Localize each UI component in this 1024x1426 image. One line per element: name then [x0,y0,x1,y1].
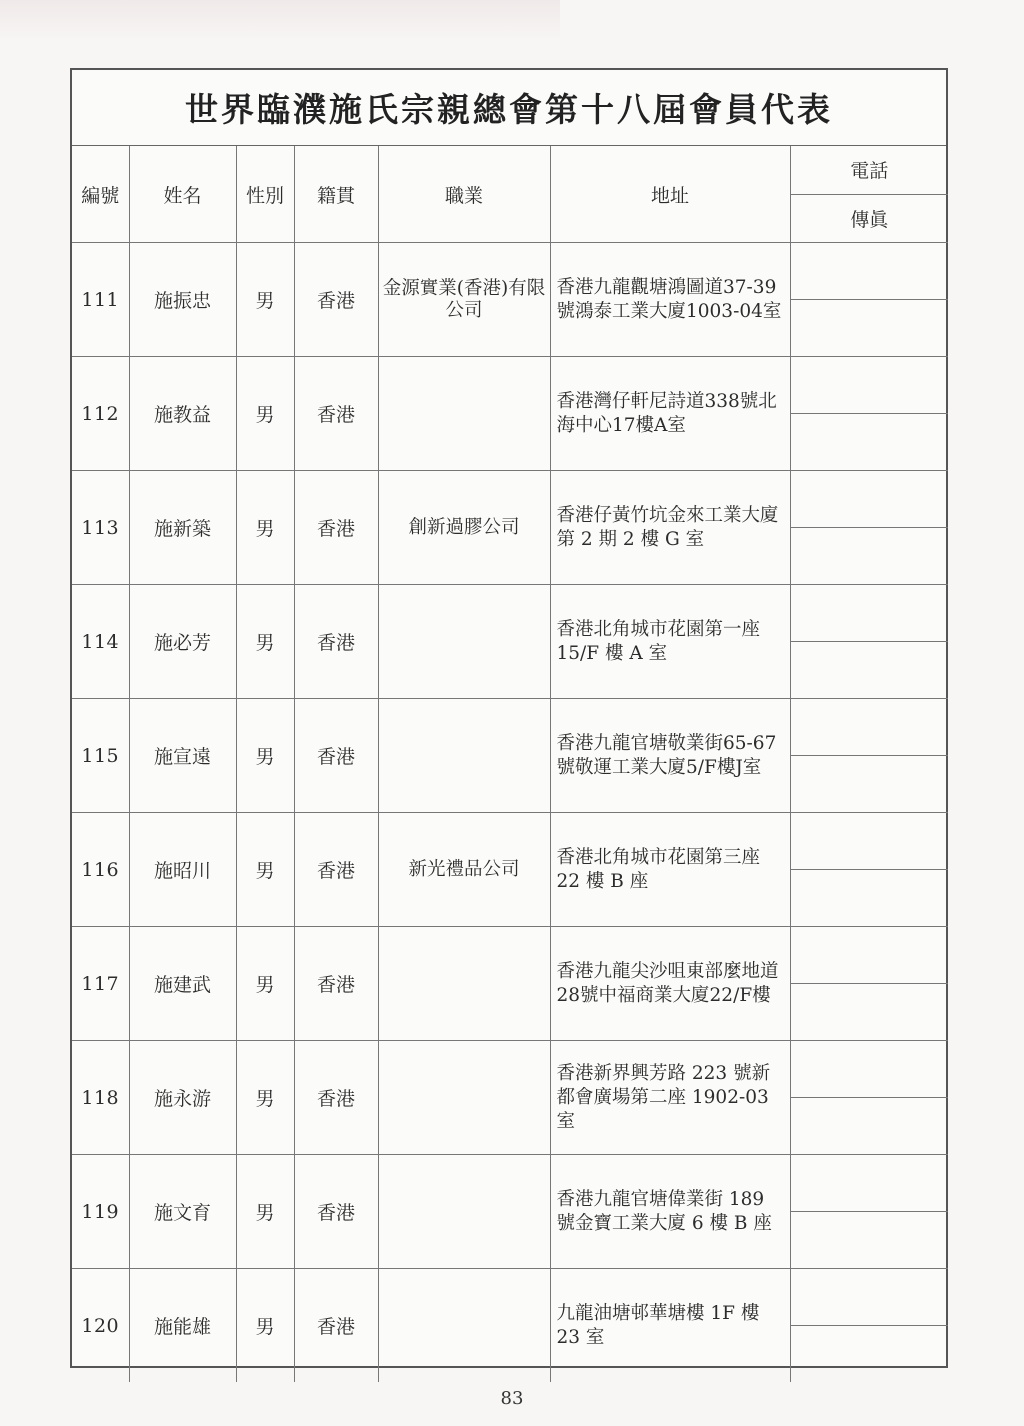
member-name: 施新築 [129,471,236,585]
header-number: 編號 [72,146,129,243]
member-name: 施必芳 [129,585,236,699]
member-number: 119 [72,1155,129,1269]
member-occupation [378,1269,550,1383]
member-address: 香港仔黃竹坑金來工業大廈第 2 期 2 樓 G 室 [550,471,790,585]
member-origin: 香港 [294,927,378,1041]
member-number: 115 [72,699,129,813]
member-origin: 香港 [294,1041,378,1155]
member-address: 香港北角城市花園第三座 22 樓 B 座 [550,813,790,927]
table-row [72,1155,948,1269]
member-phone [791,699,949,756]
member-phone [791,1155,949,1212]
roster-sheet [70,68,948,1368]
member-address: 香港九龍官塘敬業街65-67號敬運工業大廈5/F樓J室 [550,699,790,813]
member-gender: 男 [236,813,294,927]
member-phone [791,357,949,414]
member-contact [790,699,948,813]
member-fax [791,756,949,812]
member-contact [790,1155,948,1269]
member-gender: 男 [236,471,294,585]
table-row [72,585,948,699]
member-gender: 男 [236,927,294,1041]
table-row [72,1269,948,1383]
member-fax [791,1098,949,1154]
member-address: 九龍油塘邨華塘樓 1F 樓 23 室 [550,1269,790,1383]
header-address: 地址 [550,146,790,243]
member-name: 施教益 [129,357,236,471]
member-name: 施昭川 [129,813,236,927]
member-address: 香港新界興芳路 223 號新都會廣場第二座 1902-03 室 [550,1041,790,1155]
member-contact [790,585,948,699]
table-row [72,471,948,585]
member-fax [791,300,949,356]
header-contact [790,146,948,243]
member-contact [790,1041,948,1155]
member-address: 香港北角城市花園第一座 15/F 樓 A 室 [550,585,790,699]
member-name: 施振忠 [129,243,236,357]
member-number: 116 [72,813,129,927]
member-origin: 香港 [294,1155,378,1269]
member-origin: 香港 [294,813,378,927]
member-number: 117 [72,927,129,1041]
member-name: 施建武 [129,927,236,1041]
member-number: 118 [72,1041,129,1155]
member-phone [791,585,949,642]
member-name: 施永游 [129,1041,236,1155]
table-row [72,699,948,813]
member-occupation: 新光禮品公司 [378,813,550,927]
member-fax [791,528,949,584]
member-fax [791,870,949,926]
member-gender: 男 [236,243,294,357]
header-phone: 電話 [791,146,949,195]
header-gender: 性別 [236,146,294,243]
member-fax [791,1212,949,1268]
table-row [72,1041,948,1155]
member-name: 施文育 [129,1155,236,1269]
member-contact [790,927,948,1041]
member-phone [791,1041,949,1098]
member-origin: 香港 [294,471,378,585]
member-origin: 香港 [294,585,378,699]
member-fax [791,414,949,470]
header-fax: 傳眞 [850,208,889,231]
member-origin: 香港 [294,357,378,471]
member-fax [791,984,949,1040]
member-gender: 男 [236,1269,294,1383]
member-number: 111 [72,243,129,357]
table-row [72,927,948,1041]
member-number: 112 [72,357,129,471]
member-phone [791,471,949,528]
member-gender: 男 [236,699,294,813]
member-phone [791,1269,949,1326]
header-occupation: 職業 [378,146,550,243]
page-title: 世界臨濮施氏宗親總會第十八屆會員代表 [72,70,946,146]
member-number: 120 [72,1269,129,1383]
member-address: 香港九龍官塘偉業街 189 號金寶工業大廈 6 樓 B 座 [550,1155,790,1269]
member-contact [790,471,948,585]
member-occupation [378,357,550,471]
member-number: 113 [72,471,129,585]
header-name: 姓名 [129,146,236,243]
member-occupation [378,699,550,813]
member-origin: 香港 [294,1269,378,1383]
member-gender: 男 [236,1041,294,1155]
table-row [72,357,948,471]
member-occupation [378,927,550,1041]
header-origin: 籍貫 [294,146,378,243]
member-occupation [378,585,550,699]
member-contact [790,243,948,357]
member-address: 香港九龍尖沙咀東部麼地道28號中福商業大廈22/F樓 [550,927,790,1041]
header-row [72,146,948,243]
member-address: 香港灣仔軒尼詩道338號北海中心17樓A室 [550,357,790,471]
member-occupation: 金源實業(香港)有限公司 [378,243,550,357]
member-occupation: 創新過膠公司 [378,471,550,585]
table-row [72,813,948,927]
table-row [72,243,948,357]
member-fax [791,1326,949,1382]
member-name: 施宣遠 [129,699,236,813]
member-occupation [378,1155,550,1269]
member-contact [790,1269,948,1383]
scan-artifact [0,0,560,40]
member-phone [791,243,949,300]
member-gender: 男 [236,357,294,471]
member-phone [791,813,949,870]
member-name: 施能雄 [129,1269,236,1383]
member-contact [790,357,948,471]
member-phone [791,927,949,984]
member-address: 香港九龍觀塘鴻圖道37-39號鴻泰工業大廈1003-04室 [550,243,790,357]
member-origin: 香港 [294,243,378,357]
member-contact [790,813,948,927]
member-gender: 男 [236,1155,294,1269]
member-table [72,146,948,1382]
member-fax [791,642,949,698]
member-origin: 香港 [294,699,378,813]
member-occupation [378,1041,550,1155]
member-gender: 男 [236,585,294,699]
page-number: 83 [500,1388,524,1409]
member-number: 114 [72,585,129,699]
